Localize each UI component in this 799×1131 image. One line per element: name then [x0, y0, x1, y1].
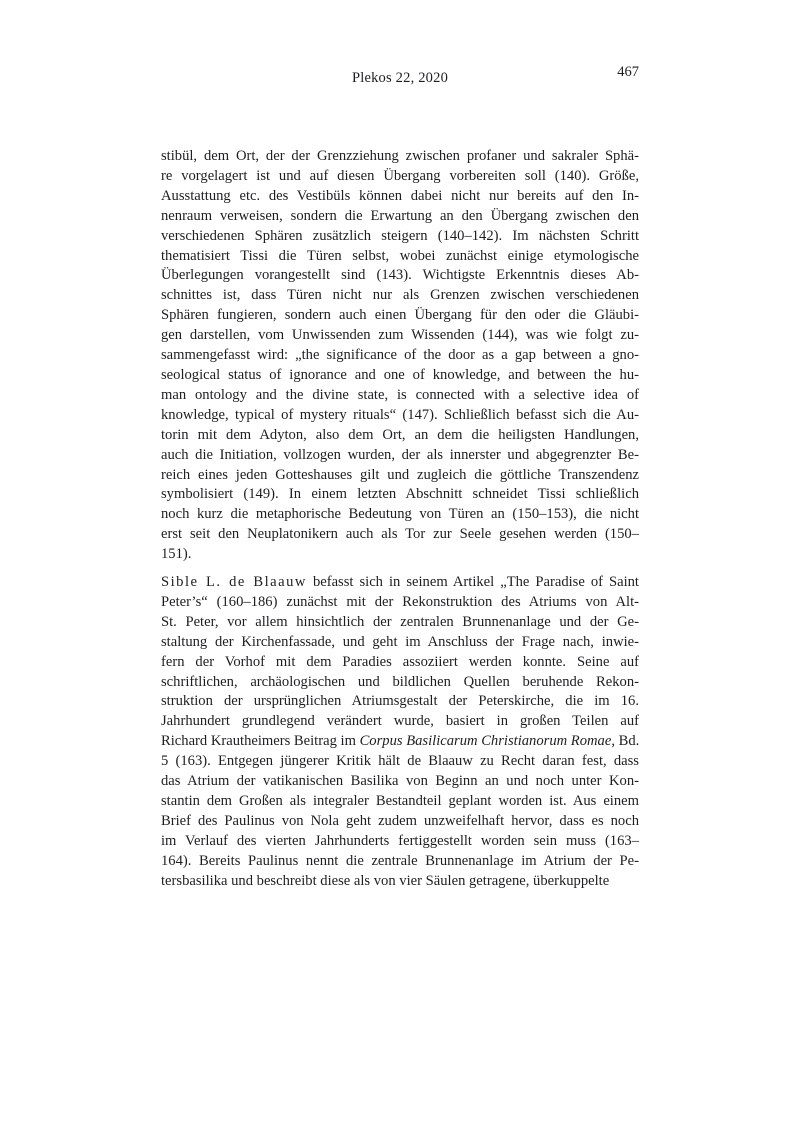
text-run: thematisiert Tissi die Türen selbst, wobei zunächst einige etymologische: [161, 247, 639, 264]
text-run: man ontology and the divine state, is connected with a selective idea of: [161, 386, 639, 403]
text-line: [161, 266, 639, 286]
text-line: [161, 386, 639, 406]
text-line: [161, 167, 639, 187]
text-run: Peter’s“ (160–186) zunächst mit der Rekonstruktion des Atriums von Alt-: [161, 593, 639, 610]
text-line: [161, 772, 639, 792]
text-run: Überlegungen vorangestellt sind (143). Wichtigste Erkenntnis dieses Ab-: [161, 267, 639, 284]
text-line: [161, 752, 639, 772]
text-line: [161, 712, 639, 732]
text-run: seological status of ignorance and one of knowledge, and between the hu-: [161, 366, 639, 383]
text-line: [161, 187, 639, 207]
text-run: nenraum verweisen, sondern die Erwartung an den Übergang zwischen den: [161, 207, 639, 224]
text-run: , Bd.: [611, 733, 640, 750]
text-line: [161, 613, 639, 633]
text-line: [161, 545, 639, 565]
text-run: sammengefasst wird: „the significance of the door as a gap between a gno-: [161, 347, 639, 364]
text-line: [161, 306, 639, 326]
text-run: im Verlauf des vierten Jahrhunderts fertiggestellt worden sein muss (163–: [161, 832, 639, 849]
text-run: St. Peter, vor allem hinsichtlich der zentralen Brunnenanlage und der Ge-: [161, 613, 639, 630]
paragraph: [161, 573, 639, 892]
text-line: [161, 326, 639, 346]
text-run: Jahrhundert grundlegend verändert wurde, basiert in großen Teilen auf: [161, 713, 639, 730]
text-run: schriftlichen, archäologischen und bildlichen Quellen beruhende Rekon-: [161, 673, 639, 690]
text-run: struktion der ursprünglichen Atriumsgestalt der Peterskirche, die im 16.: [161, 693, 639, 710]
text-line: [161, 792, 639, 812]
journal-title: Plekos 22, 2020: [351, 70, 449, 86]
text-run: 164). Bereits Paulinus nennt die zentrale Brunnenanlage im Atrium der Pe-: [161, 852, 639, 869]
text-line: [161, 505, 639, 525]
text-line: [161, 227, 639, 247]
text-line: [161, 812, 639, 832]
text-run: Sible L. de Blaauw: [161, 574, 307, 591]
text-run: re vorgelagert ist und auf diesen Übergang vorbereiten soll (140). Größe,: [161, 167, 639, 184]
text-line: [161, 466, 639, 486]
text-line: [161, 832, 639, 852]
text-run: verschiedenen Sphären zusätzlich steigern (140–142). Im nächsten Schritt: [161, 227, 639, 244]
text-line: [161, 673, 639, 693]
page-header: [161, 64, 639, 88]
text-run: Richard Krautheimers Beitrag im: [161, 733, 360, 750]
text-run: noch kurz die metaphorische Bedeutung von Türen an (150–153), die nicht: [161, 506, 639, 523]
text-line: [161, 366, 639, 386]
text-run: 151).: [161, 546, 192, 563]
text-run: Brief des Paulinus von Nola geht zudem unzweifelhaft hervor, dass es noch: [161, 812, 639, 829]
text-line: [161, 446, 639, 466]
text-line: [161, 426, 639, 446]
text-run: staltung der Kirchenfassade, und geht im Anschluss der Frage nach, inwie-: [161, 633, 639, 650]
text-run: torin mit dem Adyton, also dem Ort, an dem die heiligsten Handlungen,: [161, 426, 639, 443]
text-run: schnittes ist, dass Türen nicht nur als Grenzen zwischen verschiedenen: [161, 287, 639, 304]
text-run: befasst sich in seinem Artikel „The Paradise of Saint: [306, 574, 639, 591]
text-line: [161, 573, 639, 593]
text-line: [161, 247, 639, 267]
text-run: symbolisiert (149). In einem letzten Abschnitt schneidet Tissi schließlich: [161, 486, 639, 503]
text-line: [161, 147, 639, 167]
text-line: [161, 633, 639, 653]
text-run: 5 (163). Entgegen jüngerer Kritik hält de Blaauw zu Recht daran fest, dass: [161, 753, 639, 770]
text-run: Ausstattung etc. des Vestibüls können dabei nicht nur bereits auf den In-: [161, 187, 639, 204]
text-run: Sphären fungieren, sondern auch einen Übergang für den oder die Gläubi-: [161, 307, 639, 324]
text-run: das Atrium der vatikanischen Basilika von Beginn an und noch unter Kon-: [161, 773, 639, 790]
text-run: stibül, dem Ort, der der Grenzziehung zwischen profaner und sakraler Sphä-: [161, 148, 639, 164]
text-run: stantin dem Großen als integraler Bestandteil geplant worden ist. Aus einem: [161, 793, 639, 809]
text-line: [161, 732, 639, 752]
text-line: [161, 872, 639, 892]
text-run: Corpus Basilicarum Christianorum Romae: [359, 733, 612, 750]
text-run: gen darstellen, vom Unwissenden zum Wissenden (144), was wie folgt zu-: [161, 327, 639, 344]
text-line: [161, 653, 639, 673]
text-line: [161, 593, 639, 613]
text-line: [161, 692, 639, 712]
text-run: fern der Vorhof mit dem Paradies assoziiert werden konnte. Seine auf: [161, 653, 639, 670]
text-line: [161, 286, 639, 306]
text-line: [161, 406, 639, 426]
text-line: [161, 852, 639, 872]
paragraph: [161, 147, 639, 565]
text-run: reich eines jeden Gotteshauses gilt und zugleich die göttliche Transzendenz: [161, 466, 639, 483]
text-line: [161, 207, 639, 227]
text-line: [161, 346, 639, 366]
page-number: 467: [617, 64, 639, 80]
text-run: knowledge, typical of mystery rituals“ (147). Schließlich befasst sich die Au-: [161, 406, 639, 423]
text-run: tersbasilika und beschreibt diese als von vier Säulen getragene, überkuppelte: [161, 872, 610, 889]
text-run: erst seit den Neuplatonikern auch als Tor zur Seele gesehen werden (150–: [161, 526, 639, 543]
text-line: [161, 485, 639, 505]
text-line: [161, 525, 639, 545]
page-body: [161, 147, 639, 900]
text-run: auch die Initiation, vollzogen wurden, der als innerster und abgegrenzter Be-: [161, 446, 639, 463]
